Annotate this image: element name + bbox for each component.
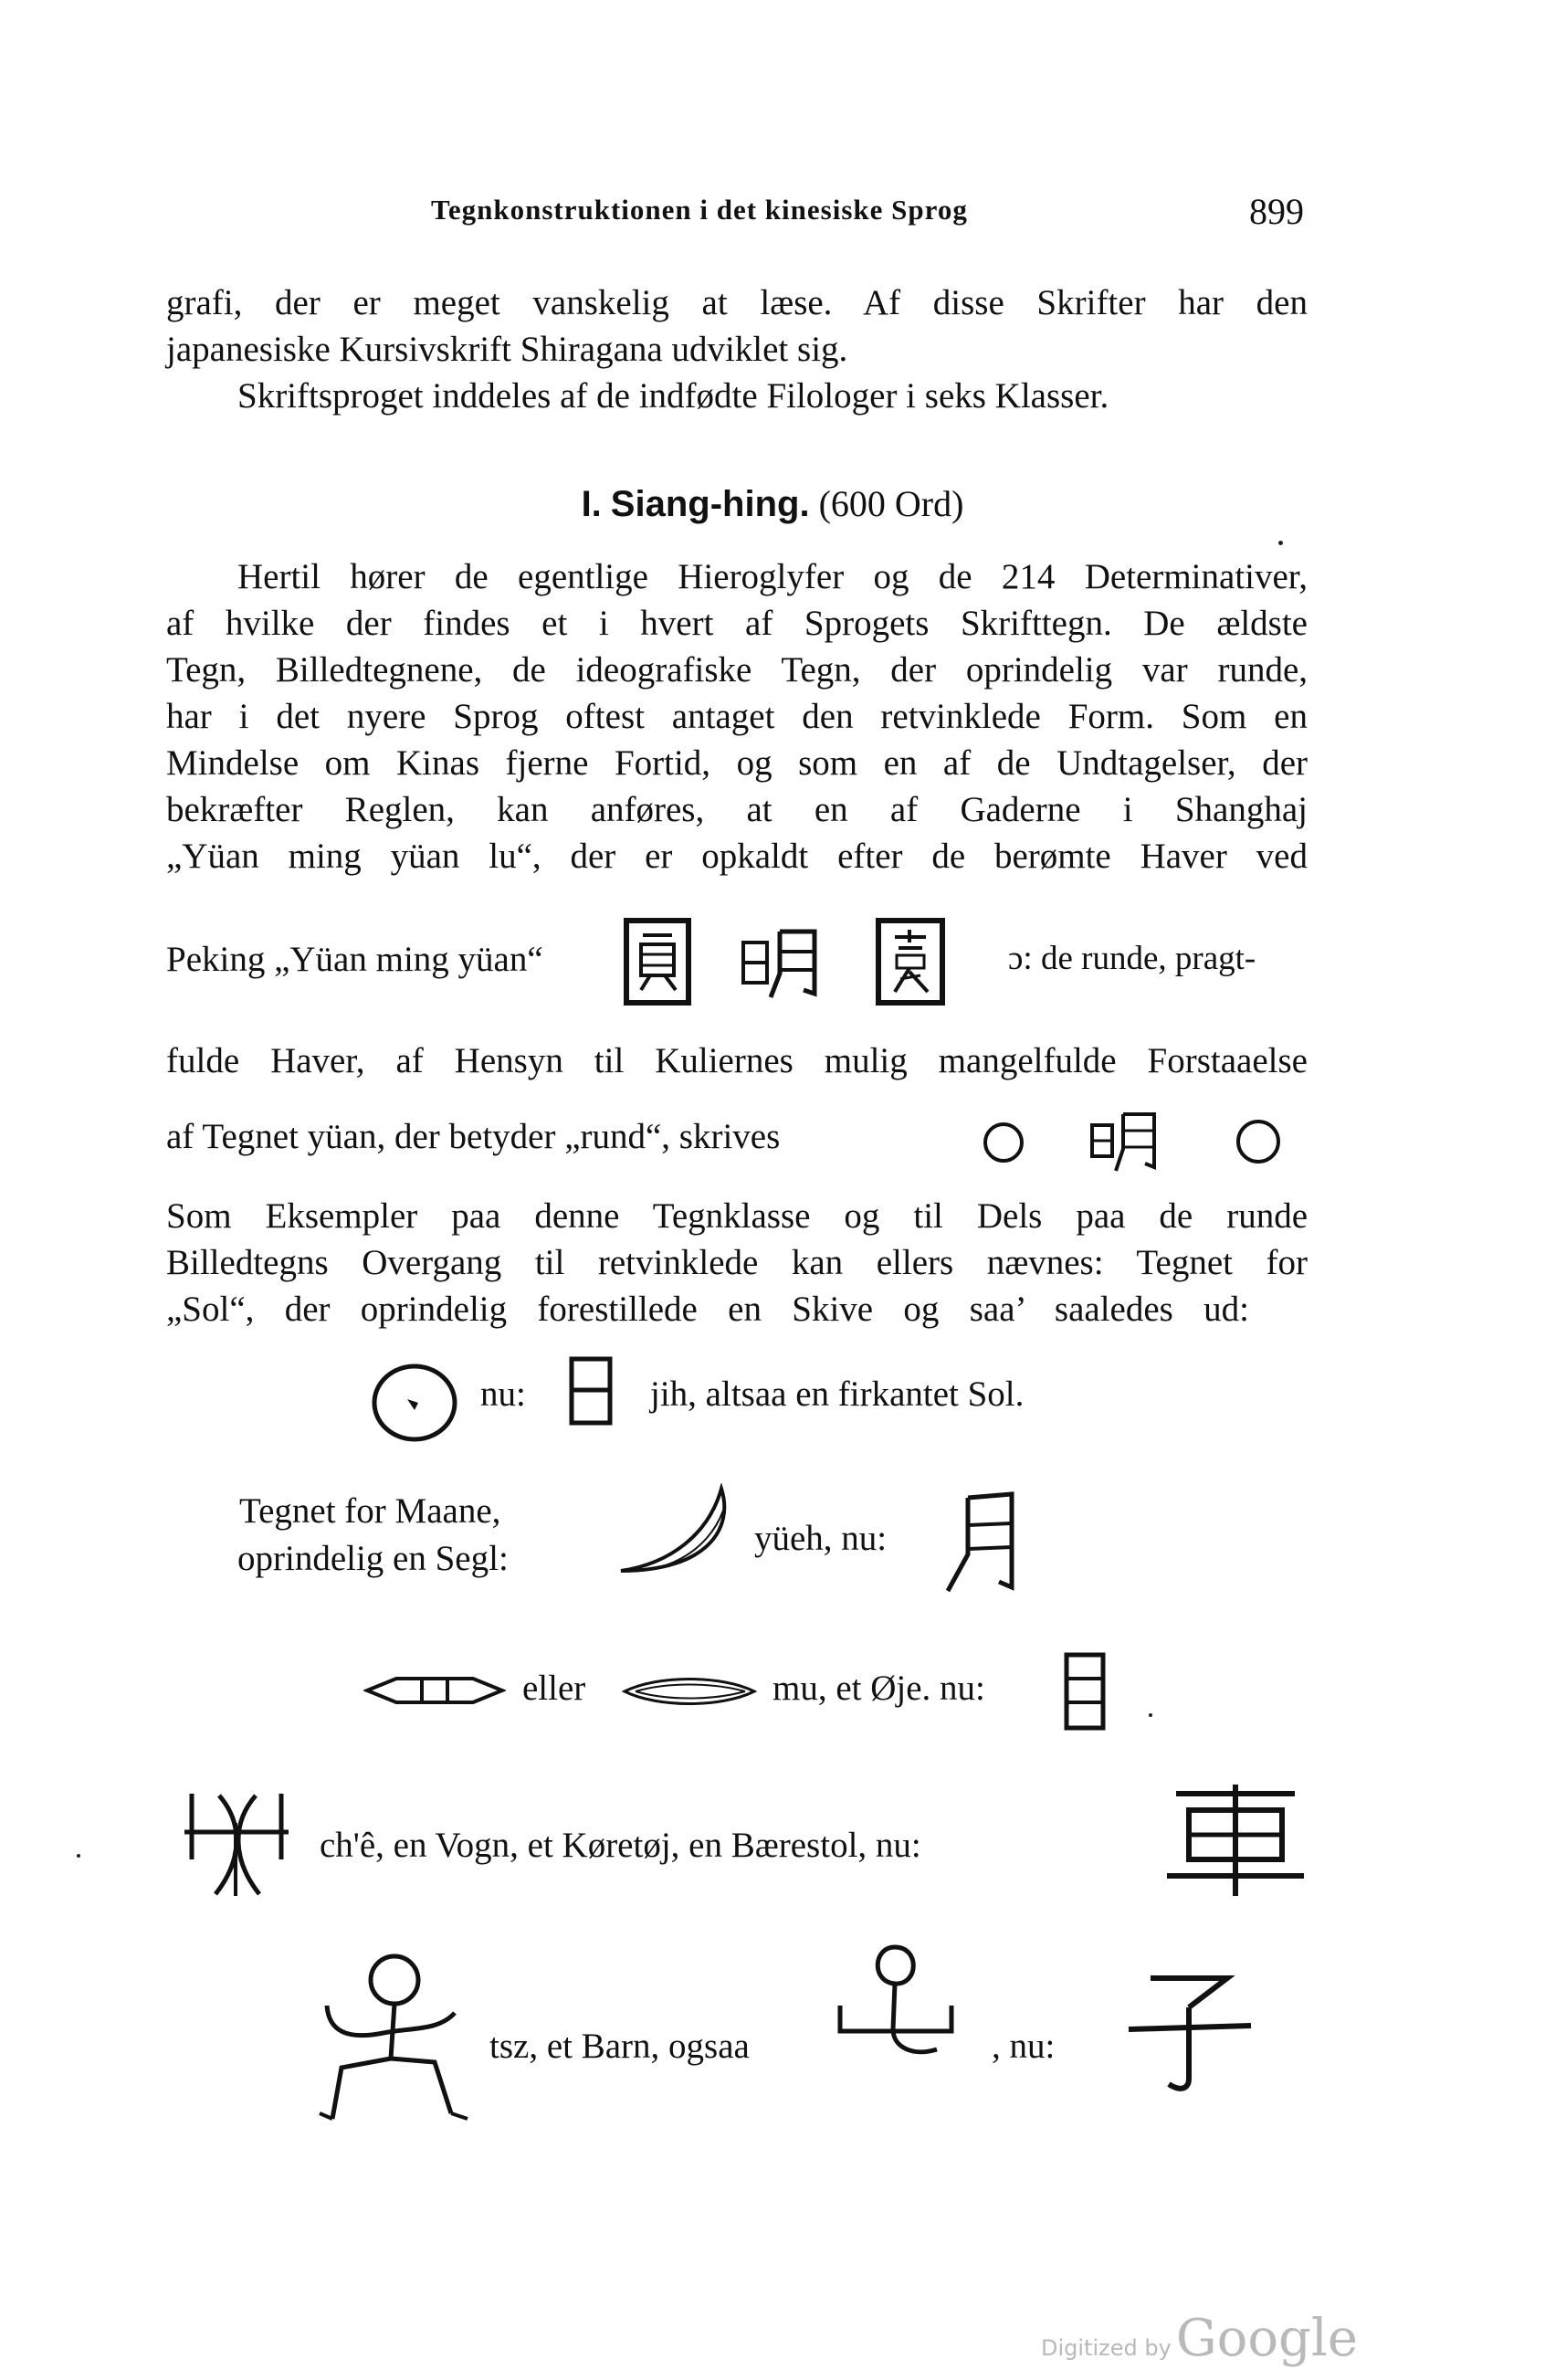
print-speck	[1278, 541, 1283, 545]
body-paragraph	[166, 553, 1308, 879]
circle-character-icon	[981, 1120, 1026, 1165]
sun-nu: nu:	[480, 1374, 526, 1414]
digitized-by-google-watermark	[1041, 2309, 1358, 2368]
body-line-7: „Yüan ming yüan lu“, der er opkaldt efter de berømte Haver ved	[166, 837, 1308, 876]
section-heading	[0, 482, 1545, 525]
peking-text: Peking „Yüan ming yüan“	[166, 940, 543, 979]
ri-character-icon	[566, 1352, 617, 1432]
child-pictograph-alt-icon	[831, 1942, 968, 2062]
ming-character-icon	[740, 922, 824, 1003]
examples-line-3: „Sol“, der oprindelig forestillede en Skive og saa’ saaledes ud:	[166, 1290, 1249, 1329]
examples-paragraph	[166, 1193, 1308, 1332]
moon-reading: yüeh, nu:	[754, 1519, 888, 1558]
che-character-icon	[1158, 1781, 1313, 1900]
moon-label-line-2: oprindelig en Segl:	[237, 1539, 509, 1578]
body-line-1: Hertil hører de egentlige Hieroglyfer og de 214 Determinativer,	[237, 557, 1308, 596]
print-speck-3	[77, 1854, 80, 1858]
eye-description: mu, et Øje. nu:	[772, 1669, 985, 1708]
moon-label-line-1: Tegnet for Maane,	[239, 1491, 501, 1531]
second-paragraph	[237, 373, 1308, 419]
sun-description: jih, altsaa en firkantet Sol.	[650, 1374, 1025, 1414]
crescent-moon-pictograph-icon	[606, 1483, 743, 1584]
intro-paragraph	[166, 279, 1308, 373]
body-line-4: har i det nyere Sprog oftest antaget den retvinklede Form. Som en	[166, 697, 1308, 736]
peking-gloss: ɔ: de runde, pragt-	[1008, 940, 1256, 977]
zi-character-icon	[1123, 1969, 1256, 2097]
section-number: I.	[581, 484, 602, 524]
page-number: 899	[1249, 191, 1304, 232]
tegnet-yuan-text: af Tegnet yüan, der betyder „rund“, skrives	[166, 1117, 781, 1156]
body-line-5: Mindelse om Kinas fjerne Fortid, og som en af de Undtagelser, der	[166, 743, 1308, 783]
intro-line-2: japanesiske Kursivskrift Shiragana udviklet sig.	[166, 330, 848, 369]
child-pictograph-icon	[310, 1949, 471, 2122]
intro-line-1: grafi, der er meget vanskelig at læse. Af disse Skrifter har den	[166, 283, 1308, 322]
mu-character-icon	[1059, 1646, 1114, 1737]
eye-pictograph-icon	[363, 1675, 506, 1706]
print-speck-2	[1149, 1713, 1152, 1717]
sun-pictograph-icon	[367, 1357, 462, 1445]
garden-enclosure-character-icon	[873, 915, 948, 1010]
fulde-line: fulde Haver, af Hensyn til Kuliernes mulig mangelfulde Forstaaelse	[166, 1041, 1308, 1080]
body-line-2: af hvilke der findes et i hvert af Sprogets Skrifttegn. De ældste	[166, 604, 1308, 643]
child-nu: , nu:	[992, 2027, 1056, 2066]
watermark-logo: Google	[1175, 2309, 1358, 2368]
cart-pictograph-icon	[179, 1786, 294, 1900]
child-description: tsz, et Barn, ogsaa	[489, 2027, 750, 2066]
second-paragraph-line: Skriftsproget inddeles af de indfødte Filologer i seks Klasser.	[237, 376, 1109, 416]
circle-character-icon-2	[1233, 1116, 1284, 1167]
running-head: Tegnkonstruktionen i det kinesiske Sprog	[431, 194, 968, 226]
body-line-6: bekræfter Reglen, kan anføres, at en af Gaderne i Shanghaj	[166, 790, 1308, 829]
examples-line-2: Billedtegns Overgang til retvinklede kan ellers nævnes: Tegnet for	[166, 1243, 1308, 1282]
watermark-small: Digitized by	[1041, 2335, 1172, 2361]
eye-eller: eller	[522, 1669, 586, 1708]
ming-character-small-icon	[1088, 1107, 1163, 1174]
section-name: Siang-hing.	[610, 484, 810, 524]
vehicle-description: ch'ê, en Vogn, et Køretøj, en Bærestol, nu:	[320, 1826, 921, 1865]
yue-character-icon	[935, 1485, 1023, 1598]
fulde-paragraph	[166, 1037, 1308, 1084]
examples-line-1: Som Eksempler paa denne Tegnklasse og til Dels paa de runde	[166, 1196, 1308, 1236]
eye-pictograph-alt-icon	[621, 1673, 758, 1710]
body-line-3: Tegn, Billedtegnene, de ideografiske Tegn, der oprindelig var runde,	[166, 650, 1308, 690]
section-count: (600 Ord)	[818, 483, 964, 524]
round-enclosure-character-icon	[621, 915, 694, 1010]
